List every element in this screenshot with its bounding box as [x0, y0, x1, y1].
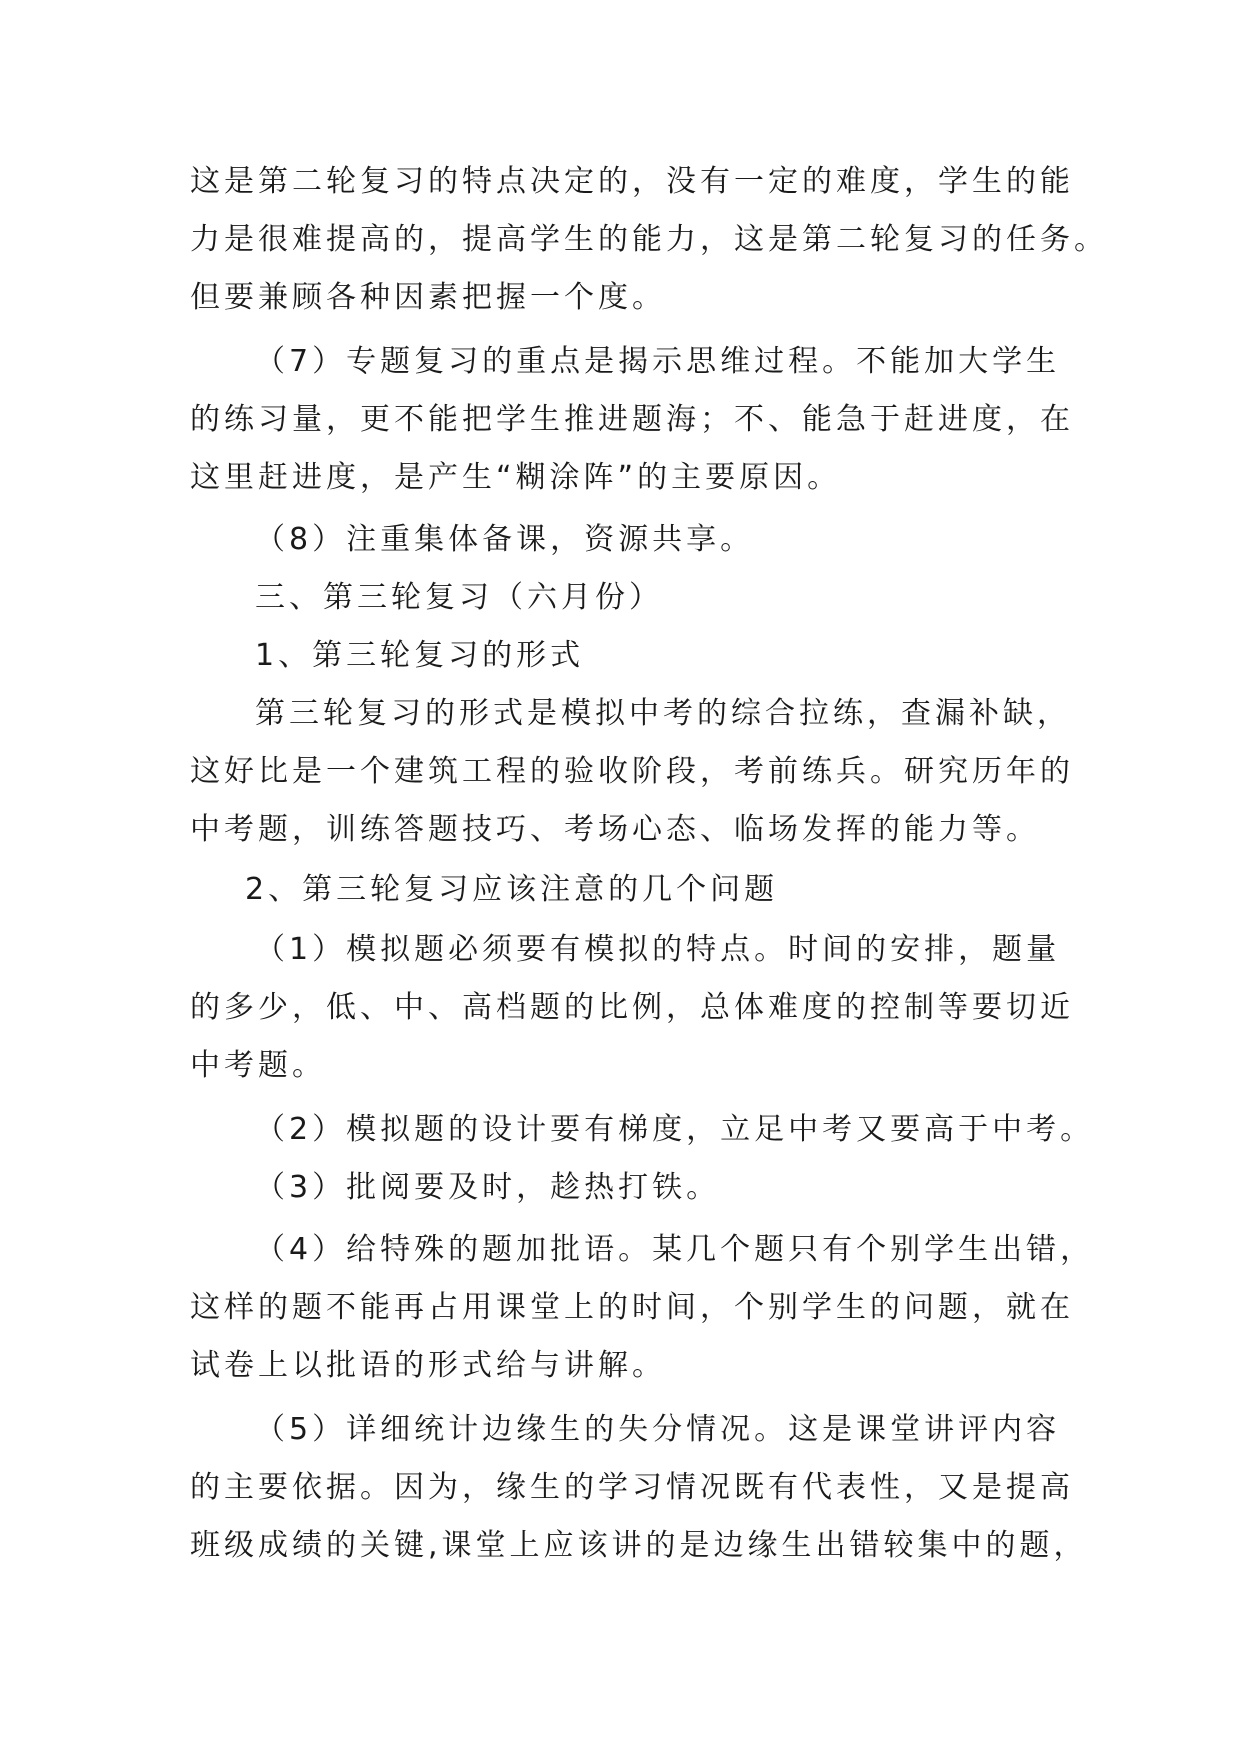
text-line-10: 第三轮复习的形式是模拟中考的综合拉练，查漏补缺， — [255, 696, 1071, 731]
text-line-22: （5）详细统计边缘生的失分情况。这是课堂讲评内容 — [255, 1412, 1061, 1447]
text-line-7: （8）注重集体备课，资源共享。 — [255, 522, 755, 557]
text-line-15: 的多少，低、中、高档题的比例，总体难度的控制等要切近 — [190, 990, 1074, 1025]
section-heading: 三、第三轮复习（六月份） — [255, 580, 663, 615]
text-line-24: 班级成绩的关键,课堂上应该讲的是边缘生出错较集中的题， — [190, 1528, 1088, 1563]
text-line-14: （1）模拟题必须要有模拟的特点。时间的安排，题量 — [255, 932, 1061, 967]
text-line-12: 中考题，训练答题技巧、考场心态、临场发挥的能力等。 — [190, 812, 1040, 847]
text-line-18: （3）批阅要及时，趁热打铁。 — [255, 1170, 721, 1205]
text-line-20: 这样的题不能再占用课堂上的时间，个别学生的问题，就在 — [190, 1290, 1074, 1325]
text-line-5: 的练习量，更不能把学生推进题海；不、能急于赶进度，在 — [190, 402, 1074, 437]
text-line-1: 这是第二轮复习的特点决定的，没有一定的难度，学生的能 — [190, 164, 1074, 199]
text-line-19: （4）给特殊的题加批语。某几个题只有个别学生出错， — [255, 1232, 1095, 1267]
text-line-6: 这里赶进度，是产生“糊涂阵”的主要原因。 — [190, 460, 842, 495]
text-line-16: 中考题。 — [190, 1048, 326, 1083]
text-line-3: 但要兼顾各种因素把握一个度。 — [190, 280, 666, 315]
text-line-2: 力是很难提高的，提高学生的能力，这是第二轮复习的任务。 — [190, 222, 1108, 257]
text-line-11: 这好比是一个建筑工程的验收阶段，考前练兵。研究历年的 — [190, 754, 1074, 789]
text-line-4: （7）专题复习的重点是揭示思维过程。不能加大学生 — [255, 344, 1061, 379]
text-line-21: 试卷上以批语的形式给与讲解。 — [190, 1348, 666, 1383]
text-line-23: 的主要依据。因为，缘生的学习情况既有代表性，又是提高 — [190, 1470, 1074, 1505]
subsection-heading-2: 2、第三轮复习应该注意的几个问题 — [245, 872, 779, 907]
text-line-17: （2）模拟题的设计要有梯度，立足中考又要高于中考。 — [255, 1112, 1095, 1147]
subsection-heading-1: 1、第三轮复习的形式 — [255, 638, 585, 673]
